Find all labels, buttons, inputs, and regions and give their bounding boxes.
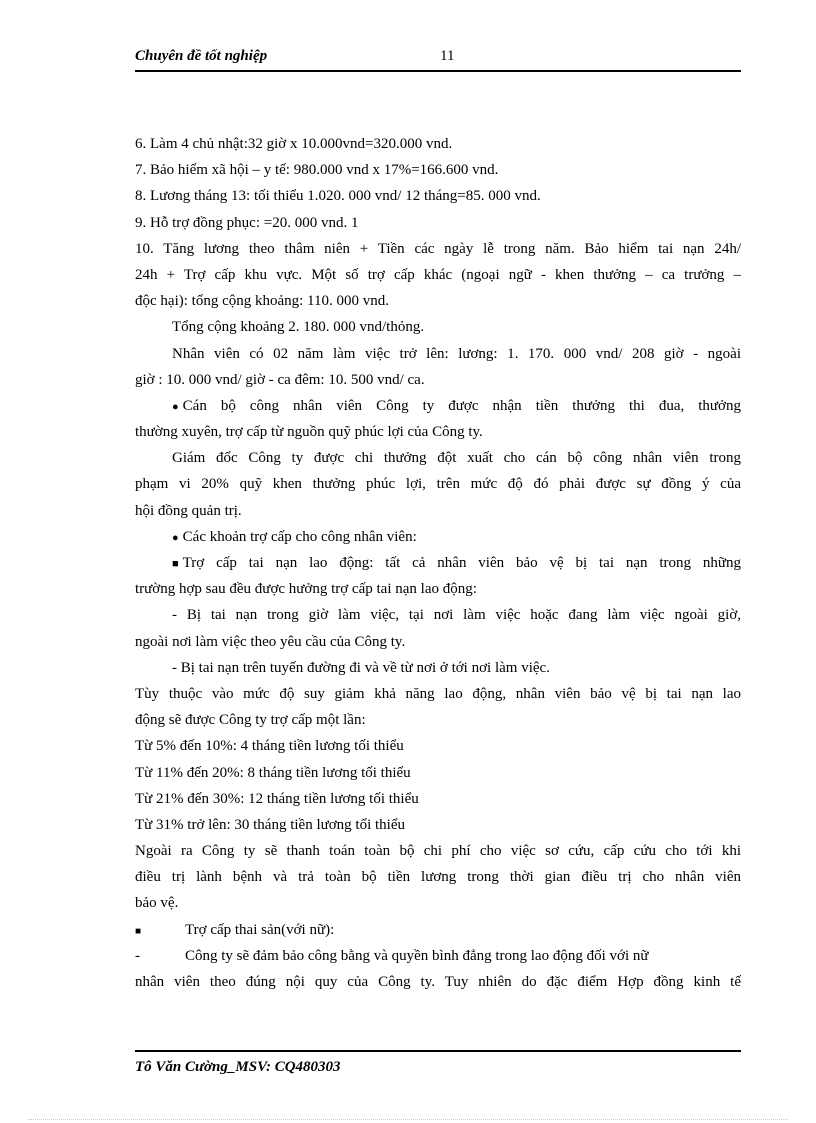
text-line: Từ 11% đến 20%: 8 tháng tiền lương tối thiểu <box>135 764 411 781</box>
text-line: điều trị lành bệnh và trả toàn bộ tiền lương trong thời gian điều trị cho nhân viên <box>135 869 741 886</box>
text-line: 7. Bảo hiểm xã hội – y tế: 980.000 vnd x 17%=166.600 vnd. <box>135 162 499 179</box>
text-line: 8. Lương tháng 13: tối thiểu 1.020. 000 vnd/ 12 tháng=85. 000 vnd. <box>135 188 541 205</box>
text-line: - Bị tai nạn trên tuyến đường đi và về từ nơi ở tới nơi làm việc. <box>172 659 550 676</box>
text-line: 10. Tăng lương theo thâm niên + Tiền các ngày lễ trong năm. Bảo hiểm tai nạn 24h/ <box>135 240 741 257</box>
text-line: Nhân viên có 02 năm làm việc trở lên: lương: 1. 170. 000 vnd/ 208 giờ - ngoài <box>172 345 741 362</box>
bullet-icon: ● <box>172 531 179 544</box>
text-line: Trợ cấp thai sản(với nữ): <box>185 921 335 938</box>
text-line: động sẽ được Công ty trợ cấp một lần: <box>135 712 366 729</box>
text-line: Trợ cấp tai nạn lao động: tất cả nhân viên bảo vệ bị tai nạn trong những <box>182 555 741 571</box>
text-line: nhân viên theo đúng nội quy của Công ty. Tuy nhiên do đặc điểm Hợp đồng kinh tế <box>135 974 741 990</box>
bullet-paragraph <box>135 917 741 943</box>
text-line: giờ : 10. 000 vnd/ giờ - ca đêm: 10. 500 vnd/ ca. <box>135 371 425 388</box>
text-line: Từ 31% trở lên: 30 tháng tiền lương tối thiểu <box>135 816 405 833</box>
bullet-icon: ● <box>172 400 179 413</box>
bullet-paragraph <box>135 393 741 419</box>
text-line: ngoài nơi làm việc theo yêu cầu của Công ty. <box>135 633 406 650</box>
footer-author: Tô Văn Cường_MSV: CQ480303 <box>135 1059 341 1075</box>
text-line: Giám đốc Công ty được chi thưởng đột xuất cho cán bộ công nhân viên trong <box>172 450 741 467</box>
text-line: 24h + Trợ cấp khu vực. Một số trợ cấp khác (ngoại ngữ - khen thưởng – ca trưởng – <box>135 266 741 283</box>
text-line: 6. Làm 4 chủ nhật:32 giờ x 10.000vnd=320.000 vnd. <box>135 136 453 152</box>
text-line: Ngoài ra Công ty sẽ thanh toán toàn bộ chi phí cho việc sơ cứu, cấp cứu cho tới khi <box>135 843 741 860</box>
text-line: trường hợp sau đều được hưởng trợ cấp tai nạn lao động: <box>135 581 477 598</box>
page-edge-divider <box>28 1119 788 1120</box>
text-line: Tùy thuộc vào mức độ suy giảm khả năng lao động, nhân viên bảo vệ bị tai nạn lao <box>135 685 741 702</box>
text-line: thường xuyên, trợ cấp từ nguồn quỹ phúc lợi của Công ty. <box>135 424 483 441</box>
header-title: Chuyên đề tốt nghiệp <box>135 48 268 64</box>
text-line: Cán bộ công nhân viên Công ty được nhận tiền thưởng thi đua, thưởng <box>182 397 741 414</box>
page-header <box>135 48 741 72</box>
square-bullet-icon: ■ <box>172 558 179 570</box>
text-line: hội đồng quản trị. <box>135 502 242 519</box>
text-line: Công ty sẽ đảm bảo công bằng và quyền bình đẳng trong lao động đối với nữ <box>185 947 649 964</box>
text-line: phạm vi 20% quỹ khen thưởng phúc lợi, trên mức độ đó phải được sự đồng ý của <box>135 476 741 493</box>
text-line: độc hại): tổng cộng khoảng: 110. 000 vnd. <box>135 293 389 310</box>
text-line: Tổng cộng khoảng 2. 180. 000 vnd/thỏng. <box>172 319 425 336</box>
text-line: 9. Hỗ trợ đồng phục: =20. 000 vnd. 1 <box>135 214 359 231</box>
text-line: Từ 5% đến 10%: 4 tháng tiền lương tối thiểu <box>135 738 404 755</box>
bullet-paragraph <box>135 524 741 550</box>
text-line: Các khoản trợ cấp cho công nhân viên: <box>182 528 417 545</box>
text-line: bảo vệ. <box>135 895 179 912</box>
page-number: 11 <box>440 48 455 64</box>
dash-paragraph <box>135 943 741 969</box>
text-line: Từ 21% đến 30%: 12 tháng tiền lương tối thiểu <box>135 790 419 807</box>
body-text <box>135 131 741 995</box>
dash-marker: - <box>135 947 140 964</box>
bullet-paragraph <box>135 550 741 576</box>
page-footer <box>135 1050 741 1076</box>
text-line: - Bị tai nạn trong giờ làm việc, tại nơi làm việc hoặc đang làm việc ngoài giờ, <box>172 607 741 624</box>
square-bullet-icon: ■ <box>135 925 142 937</box>
